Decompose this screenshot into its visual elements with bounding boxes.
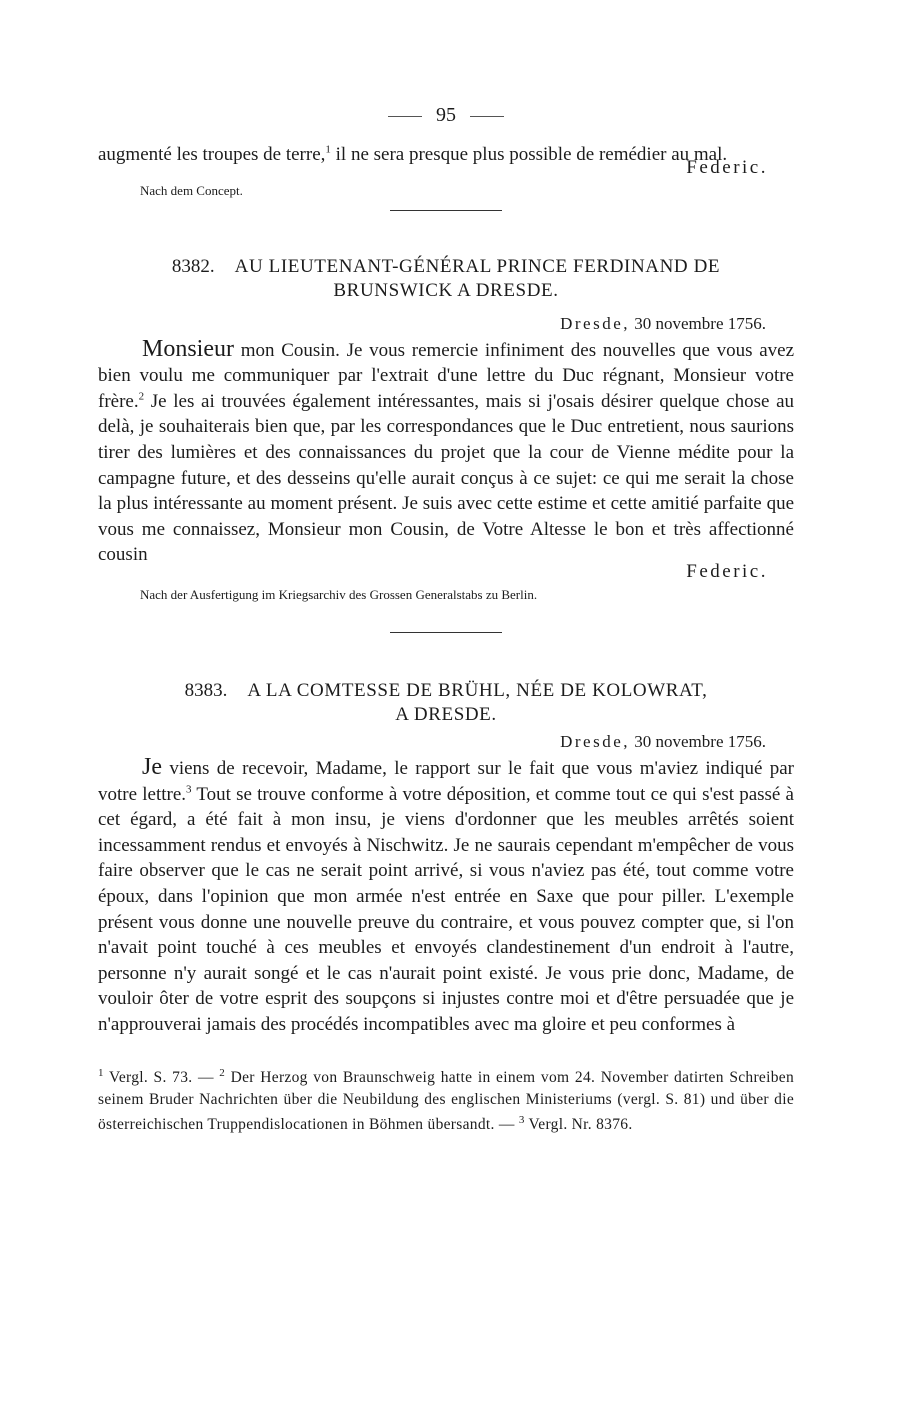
- section-divider-1: [390, 210, 502, 211]
- letter-8382-body: [98, 337, 794, 568]
- previous-signature: Federic.: [686, 156, 768, 178]
- section-divider-2: [390, 632, 502, 633]
- previous-text-b: il ne sera presque plus possible de remédier au mal.: [330, 144, 728, 165]
- letter-8382-signature: Federic.: [686, 560, 768, 582]
- footnote-1-number: 1: [98, 1067, 104, 1080]
- letter-8383-text-a: viens de recevoir, Madame, le rapport sur le fait que vous m'aviez indiqué par votre lettre.: [98, 757, 794, 805]
- letter-8382-heading-text1: AU LIEUTENANT-GÉNÉRAL PRINCE FERDINAND DE: [234, 255, 721, 277]
- footnote-2-number: 2: [219, 1067, 226, 1080]
- letter-8382-text-b: Je les ai trouvées également intéressantes, mais si j'osais désirer quelque chose au delà, je souhaiterais bien que, par les correspondances que le Duc entretient, nous saurions tirer des lumières et des connaissances du projet que la cour de Vienne médite pour la campagne future, et des desseins qu'elle aurait conçus à ce sujet: ce qui me serait la chose la plus intéressante au moment présent. Je suis avec cette estime et cette amitié parfaite que vous me connaissez, Monsieur mon Cousin, de Votre Altesse le bon et très affectionné cousin: [98, 390, 794, 566]
- footnote-ref-3: 3: [186, 783, 192, 796]
- letter-8382-dateline: [98, 313, 794, 335]
- footnote-2-text: Der Herzog von Braunschweig hatte in einem vom 24. November datirten Schreiben seinem Bruder Nachrichten über die Neubildung des englischen Ministeriums (vergl. S. 81) und über die österreichischen Truppendislocationen in Böhmen übersandt. —: [98, 1069, 794, 1133]
- letter-8383-date-place: Dresde,: [560, 731, 631, 751]
- letter-8382-heading-line2: BRUNSWICK A DRESDE.: [333, 279, 559, 301]
- footnote-3-number: 3: [518, 1113, 525, 1126]
- letter-8382-source-note: Nach der Ausfertigung im Kriegsarchiv des Grossen Generalstabs zu Berlin.: [140, 586, 538, 602]
- footnote-3-text: Vergl. Nr. 8376.: [524, 1115, 633, 1133]
- previous-source-note: Nach dem Concept.: [140, 182, 243, 198]
- page-number: [98, 98, 794, 132]
- letter-8382-number: 8382.: [171, 255, 215, 277]
- page-number-dash-right: [470, 116, 504, 117]
- footnote-ref-1: 1: [325, 143, 331, 156]
- letter-8382-text-a: mon Cousin. Je vous remercie infiniment des nouvelles que vous avez bien voulu me communiquer par l'extrait d'une lettre du Duc régnant, Monsieur votre frère.: [98, 339, 794, 412]
- letter-8383-dateline: [98, 731, 794, 753]
- letter-8382-date-rest: 30 novembre 1756.: [630, 313, 766, 333]
- letter-8383-heading-text1: A LA COMTESSE DE BRÜHL, NÉE DE KOLOWRAT,: [247, 679, 708, 701]
- document-page: [98, 98, 794, 1135]
- letter-8382-heading: [98, 255, 794, 303]
- letter-8382-heading-line1: [98, 255, 794, 279]
- footnote-ref-2: 2: [138, 390, 145, 403]
- letter-8383-heading-line1: [98, 679, 794, 703]
- previous-text-a: augmenté les troupes de terre,: [98, 144, 326, 165]
- letter-8383-text-b: Tout se trouve conforme à votre déposition, et comme tout ce qui s'est passé à cet égard, a été fait à mon insu, je viens d'ordonner que les meubles arrêtés soient incessamment rendus et envoyés à Nischwitz. Je ne saurais cependant m'empêcher de vous faire observer que le cas ne serait point arrivé, si vous n'aviez pas été, tout comme votre époux, dans l'opinion que mon armée n'est entrée en Saxe que pour piller. L'exemple présent vous donne une nouvelle preuve du contraire, et vous pouvez compter que, si l'on n'avait point touché à ces meubles et envoyés clandestinement d'un endroit à l'autre, personne n'y aurait songé et le cas n'aurait point existé. Je vous prie donc, Madame, de vouloir ôter de votre esprit des soupçons si injustes contre moi et d'être persuadée que je n'approuverai jamais des procédés incompatibles avec ma gloire et peu conformes à: [98, 783, 794, 1035]
- footnote-1-text: Vergl. S. 73. —: [103, 1069, 220, 1087]
- letter-8382-opening: Monsieur: [142, 335, 234, 362]
- letter-8383-heading: [98, 679, 794, 727]
- letter-8383-number: 8383.: [184, 679, 228, 701]
- page-number-dash-left: [388, 116, 422, 117]
- letter-8383-opening: Je: [142, 753, 162, 780]
- letter-8382-date-place: Dresde,: [560, 313, 631, 333]
- footnotes: [98, 1063, 794, 1134]
- letter-8383-date-rest: 30 novembre 1756.: [630, 731, 766, 751]
- page-number-text: 95: [436, 104, 456, 126]
- letter-8383-heading-line2: A DRESDE.: [395, 703, 497, 725]
- letter-8383-body: [98, 755, 794, 1038]
